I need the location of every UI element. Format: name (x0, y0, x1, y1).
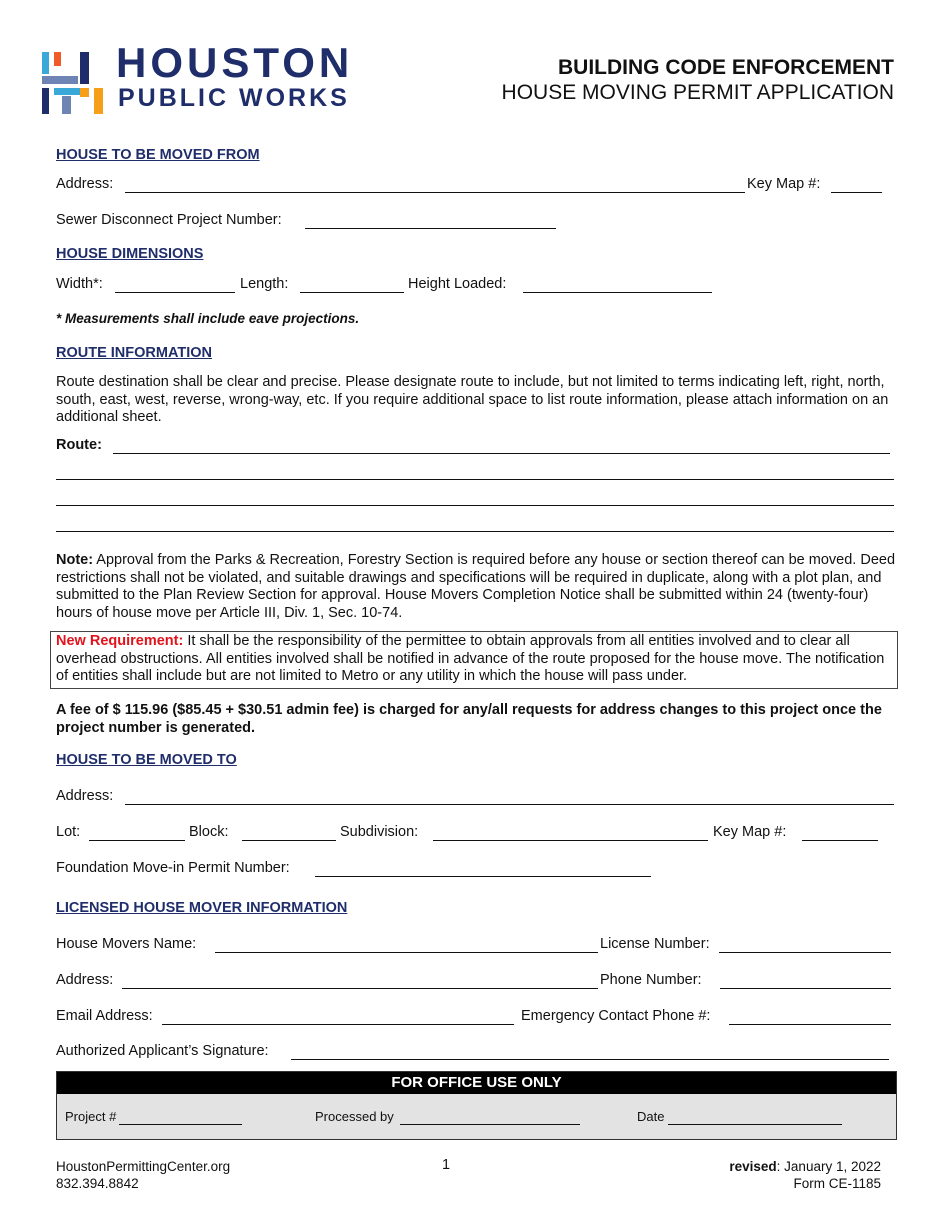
subdivision-label: Subdivision: (340, 824, 419, 840)
office-use-panel (56, 1071, 897, 1140)
subdivision-field[interactable] (433, 840, 708, 841)
route-field-line-2[interactable] (56, 479, 894, 480)
revised-label: revised (729, 1159, 777, 1174)
to-address-label: Address: (56, 788, 114, 804)
phone-label: Phone Number: (600, 972, 702, 988)
height-field[interactable] (523, 292, 712, 293)
date-field[interactable] (668, 1124, 842, 1125)
from-address-field[interactable] (125, 192, 745, 193)
project-number-field[interactable] (119, 1124, 242, 1125)
route-instructions: Route destination shall be clear and precise. Please designate route to include, but not limited to terms indicating left, right, north, south, east, west, reverse, wrong-way, etc. If you require additional space to list route information, please attach information on an additional sheet. (56, 374, 889, 426)
height-label: Height Loaded: (408, 276, 507, 292)
note-label: Note: (56, 552, 94, 568)
logo-houston-text: HOUSTON (116, 39, 354, 86)
length-field[interactable] (300, 292, 404, 293)
new-requirement-box (50, 631, 898, 689)
sewer-field[interactable] (305, 228, 556, 229)
section-moved-to: HOUSE TO BE MOVED TO (56, 752, 237, 768)
processed-by-label: Processed by (315, 1109, 394, 1124)
route-field-line-4[interactable] (56, 531, 894, 532)
lot-field[interactable] (89, 840, 185, 841)
fee-notice: A fee of $ 115.96 ($85.45 + $30.51 admin fee) is charged for any/all requests for address changes to this project once the project number is generated. (56, 702, 882, 736)
mover-address-field[interactable] (122, 988, 598, 989)
date-label: Date (637, 1109, 665, 1124)
license-field[interactable] (719, 952, 891, 953)
email-label: Email Address: (56, 1008, 153, 1024)
route-field-line-1[interactable] (113, 453, 890, 454)
approval-note (56, 552, 898, 622)
section-route: ROUTE INFORMATION (56, 345, 212, 361)
from-keymap-field[interactable] (831, 192, 882, 193)
footer-phone: 832.394.8842 (56, 1176, 139, 1191)
hpw-logo-mark-icon (42, 48, 104, 116)
mover-name-label: House Movers Name: (56, 936, 197, 952)
processed-by-field[interactable] (400, 1124, 580, 1125)
measurement-note: * Measurements shall include eave projections. (56, 311, 360, 326)
new-requirement-label: New Requirement: (56, 633, 184, 649)
project-number-label: Project # (65, 1109, 117, 1124)
mover-name-field[interactable] (215, 952, 598, 953)
revised-date: : January 1, 2022 (776, 1159, 881, 1174)
from-address-label: Address: (56, 176, 114, 192)
phone-field[interactable] (720, 988, 891, 989)
block-label: Block: (189, 824, 229, 840)
block-field[interactable] (242, 840, 336, 841)
route-field-line-3[interactable] (56, 505, 894, 506)
note-text: Approval from the Parks & Recreation, Forestry Section is required before any house or section thereof can be moved. Deed restrictions shall not be violated, and suitable drawings and specifications will be required in duplicate, along with a plot plan, and submitted to the Plan Review Section for approval. House Movers Completion Notice shall be submitted within 24 (twenty-four) hours of house move per Article III, Div. 1, Sec. 10-74. (56, 552, 896, 621)
license-label: License Number: (600, 936, 710, 952)
footer-revision (729, 1158, 881, 1192)
header-title: BUILDING CODE ENFORCEMENT (558, 56, 894, 79)
foundation-field[interactable] (315, 876, 651, 877)
emergency-field[interactable] (729, 1024, 891, 1025)
width-label: Width*: (56, 276, 103, 292)
mover-address-label: Address: (56, 972, 114, 988)
lot-label: Lot: (56, 824, 81, 840)
signature-field[interactable] (291, 1059, 889, 1060)
to-keymap-field[interactable] (802, 840, 878, 841)
page-number: 1 (442, 1157, 451, 1173)
emergency-label: Emergency Contact Phone #: (521, 1008, 711, 1024)
logo-public-works-text: PUBLIC WORKS (118, 84, 350, 112)
to-address-field[interactable] (125, 804, 894, 805)
section-dimensions: HOUSE DIMENSIONS (56, 246, 204, 262)
route-label: Route: (56, 437, 102, 453)
foundation-label: Foundation Move-in Permit Number: (56, 860, 290, 876)
from-keymap-label: Key Map #: (747, 176, 821, 192)
sewer-label: Sewer Disconnect Project Number: (56, 212, 282, 228)
to-keymap-label: Key Map #: (713, 824, 787, 840)
footer-contact (56, 1158, 230, 1192)
office-use-title: FOR OFFICE USE ONLY (57, 1072, 896, 1094)
new-requirement-text: It shall be the responsibility of the permittee to obtain approvals from all entities involved and to clear all overhead obstructions. All entities involved shall be notified in advance of the route proposed for the house move. The notification of entities shall include but are not limited to Metro or any utility in which the house will pass under. (56, 633, 885, 685)
email-field[interactable] (162, 1024, 514, 1025)
length-label: Length: (240, 276, 289, 292)
form-number: Form CE-1185 (793, 1176, 881, 1191)
header-subtitle: HOUSE MOVING PERMIT APPLICATION (501, 81, 894, 104)
footer-website: HoustonPermittingCenter.org (56, 1159, 231, 1174)
section-mover: LICENSED HOUSE MOVER INFORMATION (56, 900, 348, 916)
houston-public-works-logo (42, 39, 372, 118)
width-field[interactable] (115, 292, 235, 293)
section-moved-from: HOUSE TO BE MOVED FROM (56, 147, 260, 163)
signature-label: Authorized Applicant’s Signature: (56, 1043, 269, 1059)
